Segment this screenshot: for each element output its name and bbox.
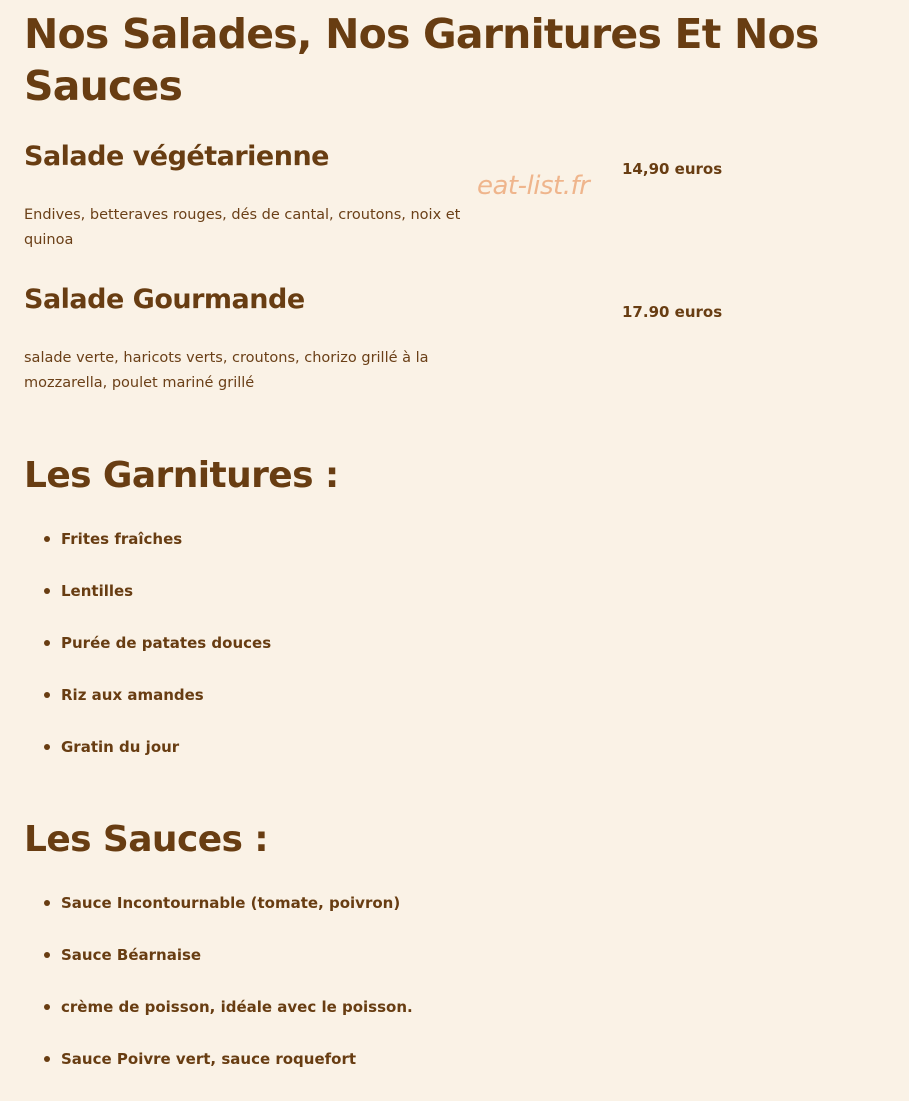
- list-item: [0, 737, 271, 789]
- sauces-list: [0, 893, 413, 1101]
- list-item: [0, 893, 413, 945]
- list-item-label: Lentilles: [61, 582, 134, 600]
- list-item-label: Gratin du jour: [61, 738, 180, 756]
- salad-name: Salade végétarienne: [24, 141, 329, 172]
- list-item: [0, 685, 271, 737]
- garnitures-list: [0, 529, 271, 789]
- bullet-icon: [44, 900, 50, 906]
- page-title: Nos Salades, Nos Garnitures Et Nos Sauces: [24, 10, 819, 110]
- list-item-label: crème de poisson, idéale avec le poisson.: [61, 998, 413, 1016]
- bullet-icon: [44, 1004, 50, 1010]
- salad-price: 14,90 euros: [622, 160, 723, 178]
- list-item-label: Sauce Béarnaise: [61, 946, 202, 964]
- list-item: [0, 1049, 413, 1101]
- garnitures-title: Les Garnitures :: [24, 455, 339, 496]
- list-item: [0, 997, 413, 1049]
- salad-description: salade verte, haricots verts, croutons, chorizo grillé à la mozzarella, poulet mariné grillé: [24, 350, 429, 391]
- salad-name: Salade Gourmande: [24, 284, 305, 315]
- bullet-icon: [44, 640, 50, 646]
- bullet-icon: [44, 588, 50, 594]
- bullet-icon: [44, 536, 50, 542]
- list-item-label: Sauce Incontournable (tomate, poivron): [61, 894, 401, 912]
- list-item: [0, 945, 413, 997]
- bullet-icon: [44, 952, 50, 958]
- list-item-label: Frites fraîches: [61, 530, 183, 548]
- salad-description: Endives, betteraves rouges, dés de cantal, croutons, noix et quinoa: [24, 207, 461, 248]
- list-item: [0, 633, 271, 685]
- list-item: [0, 529, 271, 581]
- bullet-icon: [44, 744, 50, 750]
- list-item: [0, 581, 271, 633]
- salad-price: 17.90 euros: [622, 303, 723, 321]
- watermark-text: eat-list.fr: [477, 171, 590, 201]
- list-item-label: Riz aux amandes: [61, 686, 204, 704]
- list-item-label: Purée de patates douces: [61, 634, 272, 652]
- bullet-icon: [44, 1056, 50, 1062]
- bullet-icon: [44, 692, 50, 698]
- sauces-title: Les Sauces :: [24, 819, 269, 860]
- list-item-label: Sauce Poivre vert, sauce roquefort: [61, 1050, 357, 1068]
